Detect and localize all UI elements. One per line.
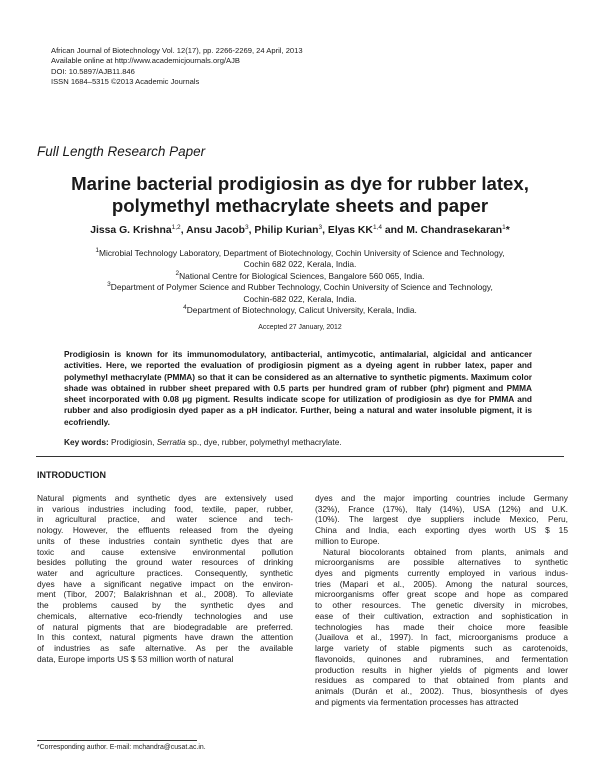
abstract: Prodigiosin is known for its immunomodulatory, antibacterial, antimycotic, antimalarial, algicidal and anticancer activities. Here, we reported the evaluation of prodigiosin pigment as a dyeing agent in rubber latex, paper and polymethyl methacrylate (PMMA) so that it can be considered as an alternative to synthetic pigments. Maximum color shade was obtained in rubber sheet prepared with 0.5 parts per hundred gram of rubber (phr) pigment and PMMA sheet incorporated with 0.08 µg pigment. Results indicate scope for utilization of prodigiosin as dye for PMMA and rubber and also prodigiosin dyed paper as a pH indicator. Further, being a natural and water insoluble pigment, it is ecofriendly.: [64, 349, 532, 427]
text-line: animals (Durán et al., 2002). Thus, biosynthesis of dyes: [315, 685, 568, 696]
title-line-2: polymethyl methacrylate sheets and paper: [111, 195, 489, 216]
author-separator: *: [505, 225, 510, 236]
author-name: Elyas KK: [327, 225, 373, 236]
author-affiliation-mark: 3: [244, 224, 249, 231]
affiliation: [36, 282, 564, 293]
affiliation-number: 3: [107, 281, 111, 289]
author-affiliation-mark: 3: [318, 224, 323, 231]
author-separator: ,: [322, 225, 328, 236]
text-line: ease of their cultivation, extraction and sophistication in: [315, 610, 568, 621]
section-divider: [36, 456, 564, 457]
text-line: million to Europe.: [315, 535, 380, 546]
journal-citation: African Journal of Biotechnology Vol. 12(17), pp. 2266-2269, 24 April, 2013: [51, 46, 303, 55]
author-affiliation-mark: 1: [502, 224, 506, 231]
affiliation-text: Department of Polymer Science and Rubber Technology, Cochin University of Science and Technology,: [110, 282, 493, 293]
author-affiliation-mark: 1,2: [171, 224, 181, 231]
affiliation-number: 1: [95, 247, 99, 254]
keywords-italic: Serratia: [156, 437, 186, 447]
intro-column-left: [37, 493, 293, 665]
author-name: Philip Kurian: [254, 225, 319, 236]
author-separator: ,: [248, 225, 255, 236]
text-line: dyes and pigments currently employed in various indus-: [315, 568, 568, 579]
text-line: microorganisms offer great scope and hope as compared: [315, 589, 568, 600]
footnote-divider: [37, 740, 197, 741]
text-line: (32%), France (17%), Italy (14%), USA (12%) and U.K.: [315, 503, 568, 514]
affiliation-number: 2: [175, 269, 180, 277]
text-line: (10%). The largest dye suppliers include Mexico, Peru,: [315, 514, 568, 525]
text-line: In this context, natural pigments have drawn the attention: [37, 632, 293, 643]
text-line: water and agriculture practices. Consequently, synthetic: [37, 568, 293, 579]
text-line: Natural biocolorants obtained from plants, animals and: [323, 546, 568, 557]
affiliations: [36, 248, 564, 316]
text-line: in various industries including food, textile, paper, rubber,: [37, 503, 293, 514]
journal-available: Available online at http://www.academicjournals.org/AJB: [51, 56, 240, 66]
text-line: production results in higher yields of pigments and lower: [315, 664, 568, 675]
affiliation: [36, 305, 564, 316]
text-line: data, Europe imports US $ 53 million worth of natural: [37, 653, 234, 664]
text-line: chemicals, alternative eco-friendly technologies and use: [37, 610, 293, 621]
text-line: to other resources. The genetic diversity in microbes,: [315, 600, 568, 611]
text-line: ment (Tibor, 2007; Balakrishnan et al., 2008). To alleviate: [37, 589, 293, 600]
text-line: flavonoids, quinones and rubramines, and fermentation: [315, 653, 568, 664]
text-line: large variety of stable pigments such as carotenoids,: [315, 643, 568, 654]
author-name: M. Chandrasekaran: [406, 225, 503, 236]
text-line: nology. However, the effluents released from the dyeing: [37, 525, 293, 536]
affiliation-text-continued: Cochin-682 022, Kerala, India.: [243, 293, 357, 304]
text-line: dyes and the major importing countries include Germany: [315, 493, 568, 503]
author-separator: and: [382, 225, 407, 236]
affiliation-text-continued: Cochin 682 022, Kerala, India.: [243, 259, 357, 270]
author-name: Ansu Jacob: [186, 225, 245, 236]
text-line: the problems caused by the synthetic dyes and: [37, 600, 293, 611]
intro-column-right: [315, 493, 568, 707]
text-line: of industries as safe alternative. As per the available: [37, 643, 293, 654]
text-line: units of these industries contain synthetic dyes that are: [37, 535, 293, 546]
affiliation-text: Microbial Technology Laboratory, Department of Biotechnology, Cochin University of Science and Technology,: [98, 248, 505, 258]
footnote: *Corresponding author. E-mail: mchandra@cusat.ac.in.: [37, 744, 206, 751]
author-separator: ,: [180, 225, 187, 236]
keywords: [64, 437, 342, 447]
text-line: microorganisms are possible alternatives to synthetic: [315, 557, 568, 568]
keywords-label: Key words:: [64, 437, 109, 447]
paper-title: [36, 173, 564, 217]
text-line: besides polluting the ground water resources of drinking: [37, 557, 293, 568]
affiliation-number: 4: [183, 304, 187, 312]
affiliation-text: National Centre for Biological Sciences, Bangalore 560 065, India.: [179, 270, 425, 281]
title-line-1: Marine bacterial prodigiosin as dye for rubber latex,: [71, 173, 529, 194]
text-line: dyes have a significant negative impact on the environ-: [37, 578, 293, 589]
text-line: tries (Mapari et al., 2005). Among the natural sources,: [315, 578, 568, 589]
author-list: [36, 225, 564, 236]
text-line: technologies has made their choice more feasible: [315, 621, 568, 632]
intro-heading: INTRODUCTION: [37, 470, 106, 480]
text-line: Natural pigments and synthetic dyes are extensively used: [37, 493, 293, 503]
author-name: Jissa G. Krishna: [90, 225, 172, 236]
text-line: and pigments via fermentation processes has attracted: [315, 696, 519, 707]
affiliation-text: Department of Biotechnology, Calicut University, Kerala, India.: [186, 305, 417, 316]
author-affiliation-mark: 1,4: [372, 224, 382, 231]
accepted-date: Accepted 27 January, 2012: [258, 324, 342, 331]
text-line: (Juailova et al., 1997). In fact, microorganisms produce a: [315, 632, 568, 643]
keywords-after: sp., dye, rubber, polymethyl methacrylate.: [185, 437, 342, 447]
journal-doi: DOI: 10.5897/AJB11.846: [51, 66, 135, 76]
keywords-before: Prodigiosin,: [108, 437, 157, 447]
text-line: residues as compared to that obtained from plants and: [315, 675, 568, 686]
paper-type: Full Length Research Paper: [37, 144, 206, 159]
text-line: toxic and cause extensive environmental pollution: [37, 546, 293, 557]
text-line: in agricultural practice, and water science and tech-: [37, 514, 293, 525]
affiliation: [36, 248, 564, 259]
text-line: of natural pigments that are biodegradable are preferred.: [37, 621, 293, 632]
affiliation: [36, 271, 564, 282]
journal-meta: [51, 46, 303, 88]
journal-issn: ISSN 1684–5315 ©2013 Academic Journals: [51, 77, 200, 87]
text-line: China and India, each exporting dyes worth US $ 15: [315, 525, 568, 536]
